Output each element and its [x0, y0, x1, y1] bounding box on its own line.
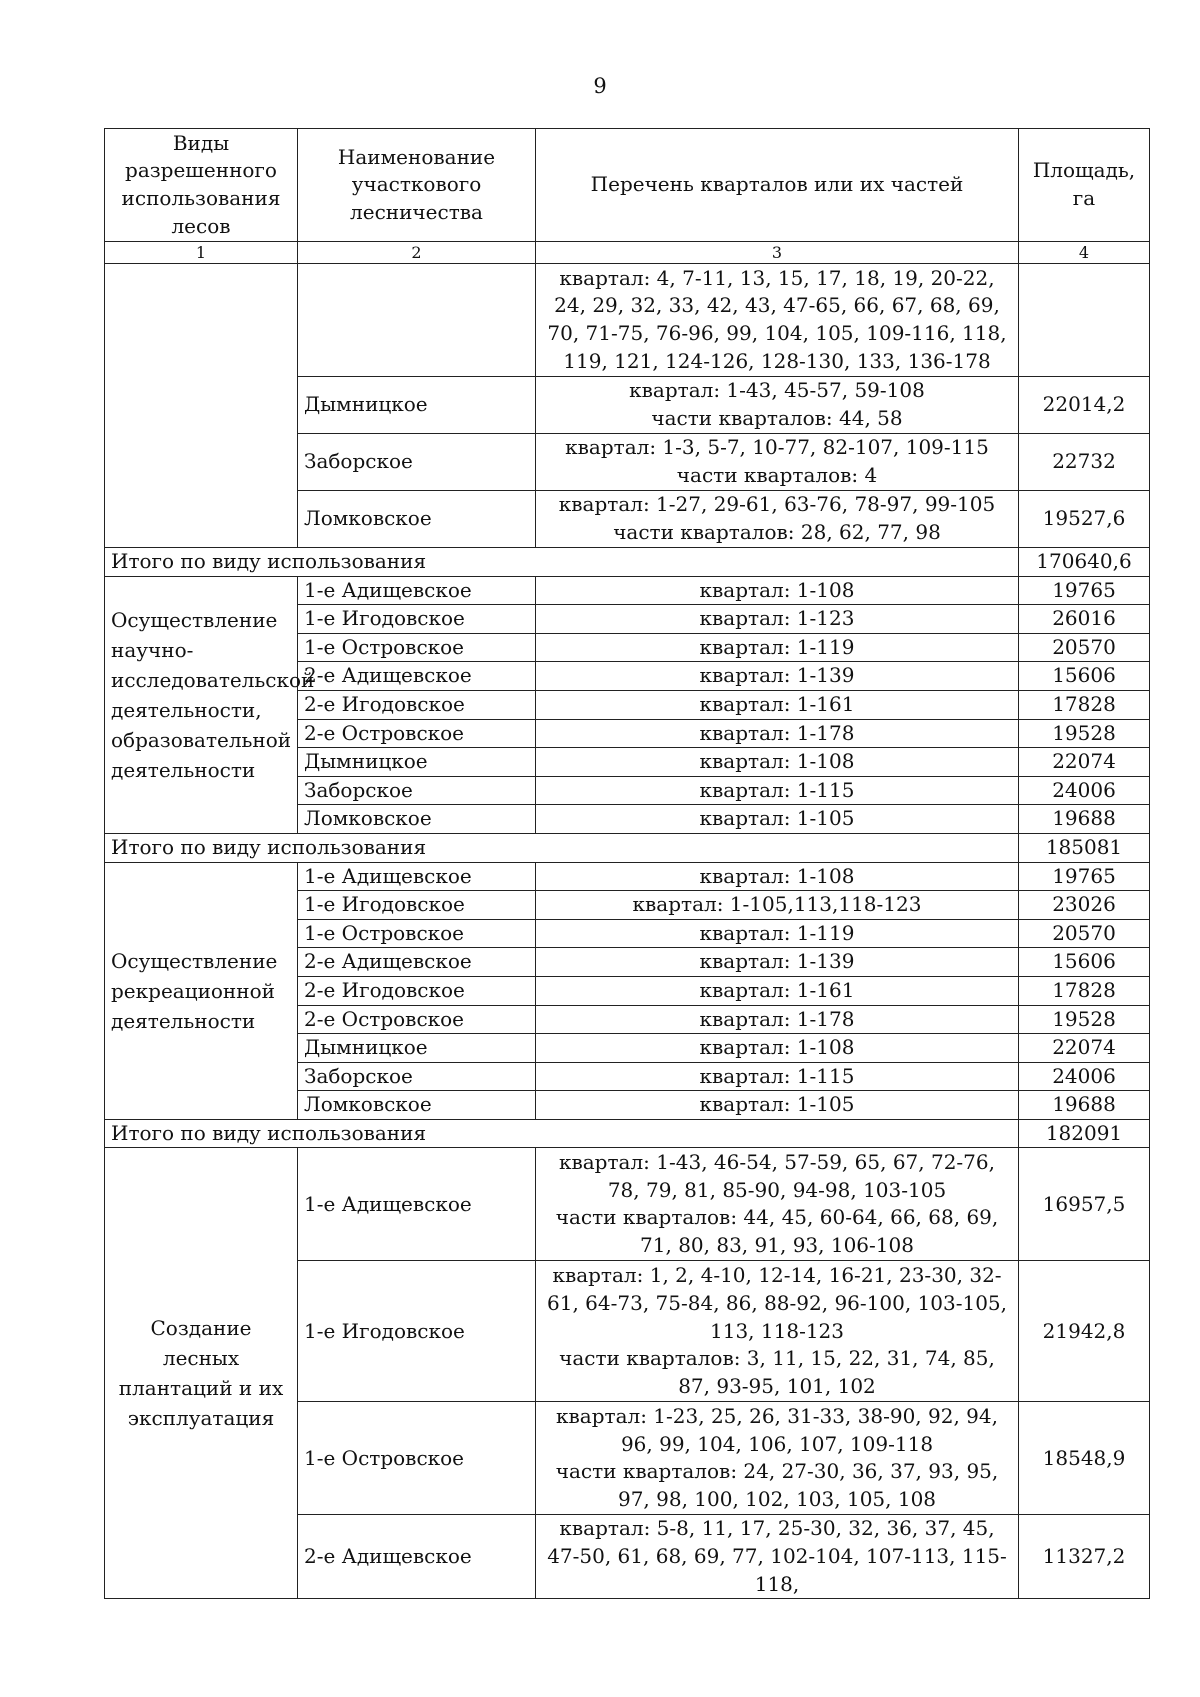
quarter-parts-line: части кварталов: 4 [676, 463, 878, 487]
area-cell: 19527,6 [1019, 491, 1150, 548]
quarters-cell: квартал: 1-178 [536, 1005, 1019, 1034]
quarters-line: квартал: 1-43, 45-57, 59-108 [629, 378, 925, 403]
header-area: Площадь, га [1019, 129, 1150, 242]
area-cell: 21942,8 [1019, 1261, 1150, 1402]
quarters-cell [536, 491, 1019, 548]
quarters-cell: квартал: 4, 7-11, 13, 15, 17, 18, 19, 20-22, 24, 29, 32, 33, 42, 43, 47-65, 66, 67, 68, 69, 70, 71-75, 76-96, 99, 104, 105, 109-116, 118, 119, 121, 124-126, 128-130, 133, 136-178 [536, 264, 1019, 377]
quarters-line: квартал: 1, 2, 4-10, 12-14, 16-21, 23-30, 32-61, 64-73, 75-84, 86, 88-92, 96-100, 103-105, 113, 118-123 [547, 1263, 1007, 1343]
quarters-cell [536, 377, 1019, 434]
area-cell: 15606 [1019, 948, 1150, 977]
total-label: Итого по виду использования [105, 548, 1019, 577]
quarters-cell: квартал: 1-161 [536, 976, 1019, 1005]
quarters-cell: квартал: 1-105 [536, 1091, 1019, 1120]
area-cell: 19528 [1019, 719, 1150, 748]
forestry-cell: 2-е Островское [298, 1005, 536, 1034]
forestry-cell: Ломковское [298, 1091, 536, 1120]
forestry-cell: 1-е Островское [298, 919, 536, 948]
total-value: 170640,6 [1019, 548, 1150, 577]
use-type-cell: Осуществление рекреационной деятельности [105, 862, 298, 1119]
area-cell: 11327,2 [1019, 1515, 1150, 1599]
quarters-line: квартал: 1-3, 5-7, 10-77, 82-107, 109-115 [565, 435, 989, 460]
area-cell: 17828 [1019, 690, 1150, 719]
quarters-cell: квартал: 1-108 [536, 576, 1019, 605]
area-cell: 19688 [1019, 805, 1150, 834]
forestry-cell: Дымницкое [298, 748, 536, 777]
header-quarters-list: Перечень кварталов или их частей [536, 129, 1019, 242]
forestry-cell: 1-е Островское [298, 1402, 536, 1515]
table-row [105, 862, 1150, 891]
quarters-cell: квартал: 1-123 [536, 605, 1019, 634]
area-cell: 19765 [1019, 576, 1150, 605]
quarter-parts-line: части кварталов: 44, 45, 60-64, 66, 68, 69, 71, 80, 83, 91, 93, 106-108 [555, 1205, 999, 1258]
area-cell: 24006 [1019, 1062, 1150, 1091]
table-row [105, 1148, 1150, 1261]
forestry-cell: 2-е Адищевское [298, 1515, 536, 1599]
forestry-cell: Заборское [298, 434, 536, 491]
total-label: Итого по виду использования [105, 833, 1019, 862]
area-cell: 20570 [1019, 633, 1150, 662]
forestry-cell: Дымницкое [298, 1034, 536, 1063]
quarters-cell [536, 434, 1019, 491]
total-row [105, 833, 1150, 862]
quarters-cell: квартал: 1-105 [536, 805, 1019, 834]
area-cell: 22074 [1019, 748, 1150, 777]
total-value: 182091 [1019, 1119, 1150, 1148]
header-row [105, 129, 1150, 242]
quarters-cell: квартал: 1-108 [536, 1034, 1019, 1063]
column-number: 3 [536, 242, 1019, 264]
quarters-cell: квартал: 1-139 [536, 662, 1019, 691]
quarters-cell: квартал: 1-119 [536, 633, 1019, 662]
header-forestry-name: Наименование участкового лесничества [298, 129, 536, 242]
forest-use-table [104, 128, 1150, 1599]
quarters-cell: квартал: 1-178 [536, 719, 1019, 748]
quarters-cell: квартал: 1-115 [536, 1062, 1019, 1091]
header-use-type: Виды разрешенного использования лесов [105, 129, 298, 242]
forestry-cell: Ломковское [298, 805, 536, 834]
forestry-cell [298, 264, 536, 377]
forestry-cell: 1-е Островское [298, 633, 536, 662]
quarter-parts-line: части кварталов: 28, 62, 77, 98 [613, 520, 941, 544]
area-cell: 22014,2 [1019, 377, 1150, 434]
total-value: 185081 [1019, 833, 1150, 862]
forestry-cell: 1-е Адищевское [298, 862, 536, 891]
use-type-cell: Создание лесных плантаций и их эксплуатация [105, 1148, 298, 1599]
area-cell: 18548,9 [1019, 1402, 1150, 1515]
forestry-cell: 1-е Адищевское [298, 1148, 536, 1261]
forestry-cell: Ломковское [298, 491, 536, 548]
forestry-cell: 2-е Игодовское [298, 690, 536, 719]
forestry-cell: 2-е Островское [298, 719, 536, 748]
quarters-cell: квартал: 1-139 [536, 948, 1019, 977]
forestry-cell: 2-е Адищевское [298, 948, 536, 977]
quarters-cell: квартал: 1-115 [536, 776, 1019, 805]
area-cell: 19528 [1019, 1005, 1150, 1034]
area-cell: 15606 [1019, 662, 1150, 691]
column-number-row [105, 242, 1150, 264]
total-label: Итого по виду использования [105, 1119, 1019, 1148]
quarters-cell [536, 1261, 1019, 1402]
quarter-parts-line: части кварталов: 3, 11, 15, 22, 31, 74, 85, 87, 93-95, 101, 102 [559, 1346, 995, 1398]
quarter-parts-line: части кварталов: 24, 27-30, 36, 37, 93, 95, 97, 98, 100, 102, 103, 105, 108 [555, 1459, 999, 1512]
quarters-cell: квартал: 1-119 [536, 919, 1019, 948]
area-cell: 22074 [1019, 1034, 1150, 1063]
area-cell: 17828 [1019, 976, 1150, 1005]
column-number: 2 [298, 242, 536, 264]
table-row [105, 264, 1150, 377]
area-cell: 23026 [1019, 891, 1150, 920]
forestry-cell: 1-е Игодовское [298, 605, 536, 634]
column-number: 1 [105, 242, 298, 264]
forestry-cell: 2-е Адищевское [298, 662, 536, 691]
quarters-cell: квартал: 5-8, 11, 17, 25-30, 32, 36, 37, 45, 47-50, 61, 68, 69, 77, 102-104, 107-113, 115-118, [536, 1515, 1019, 1599]
use-type-cell: Осуществление научно-исследовательской деятельности, образовательной деятельности [105, 576, 298, 833]
quarters-line: квартал: 1-23, 25, 26, 31-33, 38-90, 92, 94, 96, 99, 104, 106, 107, 109-118 [556, 1404, 998, 1456]
forestry-cell: Дымницкое [298, 377, 536, 434]
table-row [105, 576, 1150, 605]
forestry-cell: 2-е Игодовское [298, 976, 536, 1005]
total-row [105, 548, 1150, 577]
quarters-cell [536, 1402, 1019, 1515]
quarters-cell: квартал: 1-161 [536, 690, 1019, 719]
quarters-cell: квартал: 1-108 [536, 748, 1019, 777]
forestry-cell: Заборское [298, 776, 536, 805]
area-cell: 22732 [1019, 434, 1150, 491]
quarters-cell: квартал: 1-105,113,118-123 [536, 891, 1019, 920]
use-type-cell [105, 264, 298, 548]
area-cell: 26016 [1019, 605, 1150, 634]
area-cell: 16957,5 [1019, 1148, 1150, 1261]
forestry-cell: Заборское [298, 1062, 536, 1091]
area-cell: 19688 [1019, 1091, 1150, 1120]
area-cell: 24006 [1019, 776, 1150, 805]
quarters-line: квартал: 1-43, 46-54, 57-59, 65, 67, 72-76, 78, 79, 81, 85-90, 94-98, 103-105 [558, 1150, 995, 1202]
forestry-cell: 1-е Игодовское [298, 891, 536, 920]
quarters-cell [536, 1148, 1019, 1261]
forestry-cell: 1-е Игодовское [298, 1261, 536, 1402]
area-cell [1019, 264, 1150, 377]
total-row [105, 1119, 1150, 1148]
quarters-cell: квартал: 1-108 [536, 862, 1019, 891]
forestry-cell: 1-е Адищевское [298, 576, 536, 605]
page-number: 9 [593, 74, 607, 98]
quarter-parts-line: части кварталов: 44, 58 [651, 406, 903, 430]
area-cell: 20570 [1019, 919, 1150, 948]
quarters-line: квартал: 1-27, 29-61, 63-76, 78-97, 99-105 [558, 492, 996, 517]
area-cell: 19765 [1019, 862, 1150, 891]
column-number: 4 [1019, 242, 1150, 264]
